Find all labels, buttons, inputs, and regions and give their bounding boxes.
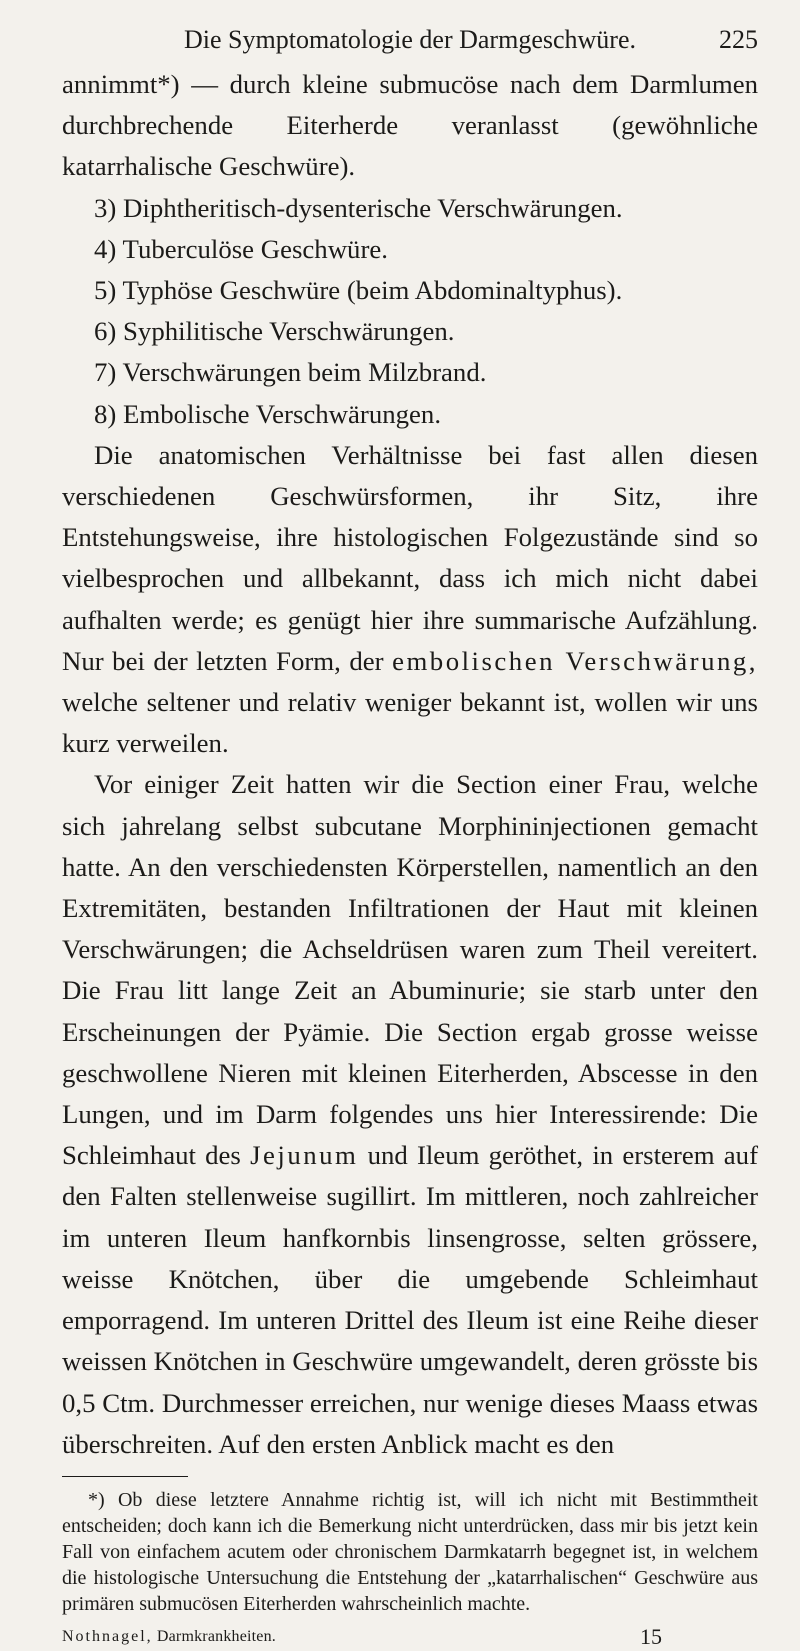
running-title: Die Symptomatologie der Darmgeschwüre. [184,25,636,54]
book-page [62,18,758,1651]
list-item-5: 5) Typhöse Geschwüre (beim Abdominaltyphus). [94,275,623,306]
paragraph-anatomy-text-b: welche seltener und relativ weniger bekannt ist, wollen wir uns kurz verweilen. [62,687,758,759]
footnote [62,1487,758,1617]
page-footer [62,1623,758,1651]
paragraph-anatomy-text-a: Die anatomischen Verhältnisse bei fast allen diesen verschiedenen Geschwürsformen, ihr Sitz, ihre Entstehungsweise, ihre histologischen Folgezustände sind so vielbesprochen und allbekannt, dass ich mich nicht dabei aufhalten werde; es genügt hier ihre summarische Aufzählung. Nur bei der letzten Form, der [62,439,758,676]
paragraph-case-text-b: und Ileum geröthet, in ersterem auf den Falten stellenweise sugillirt. Im mittleren, noch zahlreicher im unteren Ileum hanfkornbis linsengrosse, selten grössere, weisse Knötchen, über die umgebende Schleimhaut emporragend. Im unteren Drittel des Ileum ist eine Reihe dieser weissen Knötchen in Geschwüre umgewandelt, deren grösste bis 0,5 Ctm. Durchmesser erreichen, nur wenige dieses Maass etwas überschreiten. Auf den ersten Anblick macht es den [62,1140,758,1459]
emphasis-embolic-ulceration: embolischen Verschwärung, [392,645,759,676]
page-number: 225 [719,25,758,54]
paragraph-case-report [62,764,758,1464]
list-item-4: 4) Tuberculöse Geschwüre. [94,233,388,264]
list-item-3: 3) Diphtheritisch-dysenterische Verschwärungen. [94,192,623,223]
list-item-8: 8) Embolische Verschwärungen. [94,398,442,429]
main-text [62,64,758,1465]
list-item-7: 7) Verschwärungen beim Milzbrand. [94,357,487,388]
footnote-rule [62,1476,188,1477]
footnote-text: *) Ob diese letztere Annahme richtig ist, will ich nicht mit Bestimmtheit entscheiden; doch kann ich die Bemerkung nicht unterdrücken, dass mir bis jetzt kein Fall von einfachem acutem oder chronischem Darmkatarrh begegnet ist, in welchem die histologische Untersuchung die Entstehung der „katarrhalischen“ Geschwüre aus primären submucösen Eiterherden wahrscheinlich machte. [62,1488,758,1615]
printer-signature: 15 [640,1623,662,1649]
paragraph-anatomy [62,435,758,765]
author-name: Nothnagel, [62,1627,153,1645]
paragraph-continuation: annimmt*) — durch kleine submucöse nach dem Darmlumen durchbrechende Eiterherde veranlasst (gewöhnliche katarrhalische Geschwüre). [62,69,758,182]
running-header [62,18,758,62]
work-title: Darmkrankheiten. [156,1627,277,1645]
source-line [62,1628,276,1645]
list-item-6: 6) Syphilitische Verschwärungen. [94,316,455,347]
emphasis-jejunum: Jejunum [250,1140,359,1171]
paragraph-case-text-a: Vor einiger Zeit hatten wir die Section einer Frau, welche sich jahrelang selbst subcutane Morphininjectionen gemacht hatte. An den verschiedensten Körperstellen, namentlich an den Extremitäten, bestanden Infiltrationen der Haut mit kleinen Verschwärungen; die Achseldrüsen waren zum Theil vereitert. Die Frau litt lange Zeit an Abuminurie; sie starb unter den Erscheinungen der Pyämie. Die Section ergab grosse weisse geschwollene Nieren mit kleinen Eiterherden, Abscesse in den Lungen, und im Darm folgendes uns hier Interessirende: Die Schleimhaut des [62,769,758,1171]
